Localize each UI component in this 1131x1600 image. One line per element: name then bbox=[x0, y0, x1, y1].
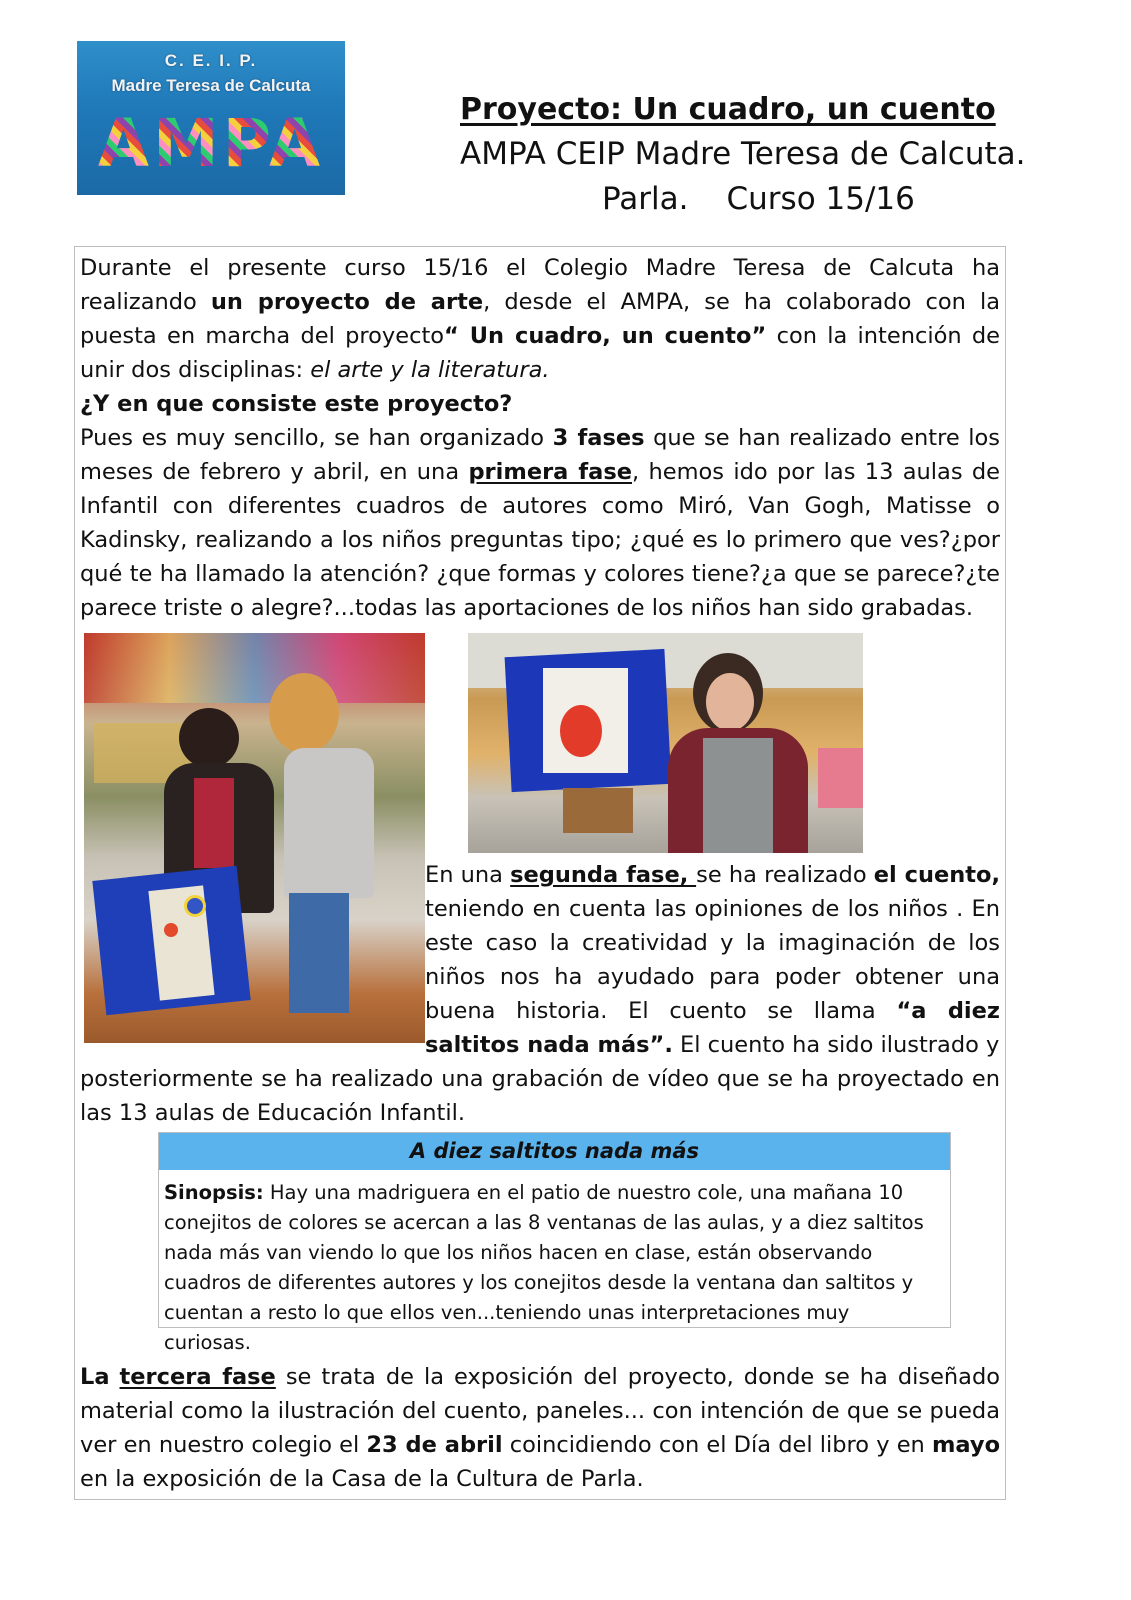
photo-classroom-miro bbox=[84, 633, 425, 1043]
synopsis-box bbox=[158, 1132, 951, 1354]
photo-teacher-miro bbox=[468, 633, 863, 853]
phase2-text-a: En una bbox=[425, 862, 511, 888]
page-title: Proyecto: Un cuadro, un cuento bbox=[460, 92, 996, 127]
phase2-text-c: se ha realizado bbox=[696, 862, 874, 888]
intro-text-a: Durante el presente curso 15/16 el Colegio Madre Teresa de Calcuta ha realizando bbox=[80, 255, 1000, 315]
synopsis-body bbox=[159, 1170, 950, 1358]
phase2-underlined-second-phase: segunda fase, bbox=[510, 862, 697, 888]
phase2-text-e: teniendo en cuenta las opiniones de los niños . En este caso la creatividad y la imaginación de los niños nos ha ayudado para poder obtener una buena historia. El cuento se llama bbox=[425, 896, 1000, 1024]
phase1-paragraph bbox=[80, 421, 1000, 625]
logo-school-type: C. E. I. P. bbox=[164, 51, 258, 70]
intro-text-e: con la intención de unir dos disciplinas: bbox=[80, 323, 1000, 383]
intro-bold-project: un proyecto de arte bbox=[210, 289, 484, 315]
synopsis-title: A diez saltitos nada más bbox=[159, 1133, 950, 1170]
phase3-text-e: coincidiendo con el Día del libro y en bbox=[502, 1432, 932, 1458]
phase3-underlined-third-phase: tercera fase bbox=[119, 1364, 276, 1390]
synopsis-text: Hay una madriguera en el patio de nuestro cole, una mañana 10 conejitos de colores se acercan a las 8 ventanas de las aulas, y a diez saltitos nada más van viendo lo que los niños hacen en clase, están observando cuadros de diferentes autores y los conejitos desde la ventana dan saltitos y cuentan a resto lo que ellos ven...teniendo unas interpretaciones muy curiosas. bbox=[164, 1181, 924, 1354]
header-city: Parla. bbox=[602, 181, 689, 217]
header-organization: AMPA CEIP Madre Teresa de Calcuta. bbox=[460, 136, 1026, 172]
phase1-bold-phases: 3 fases bbox=[552, 425, 645, 451]
logo-ampa-word: AMPA bbox=[77, 105, 345, 182]
question-heading bbox=[80, 387, 1000, 421]
phase1-underlined-first-phase: primera fase bbox=[468, 459, 633, 485]
phase3-bold-date: 23 de abril bbox=[366, 1432, 503, 1458]
phase3-paragraph bbox=[80, 1360, 1000, 1496]
question-text: ¿Y en que consiste este proyecto? bbox=[80, 391, 513, 417]
phase2-paragraph-top bbox=[425, 858, 1000, 1062]
logo-school-name: Madre Teresa de Calcuta bbox=[111, 76, 311, 95]
phase3-bold-month: mayo bbox=[931, 1432, 1001, 1458]
header-city-course bbox=[602, 181, 915, 217]
ampa-logo bbox=[77, 41, 345, 195]
phase3-text-g: en la exposición de la Casa de la Cultura de Parla. bbox=[80, 1466, 644, 1492]
intro-text-c: , desde el AMPA, se ha colaborado con la puesta en marcha del proyecto bbox=[80, 289, 1000, 349]
phase2-paragraph-bottom: posteriormente se ha realizado una grabación de vídeo que se ha proyectado en las 13 aulas de Educación Infantil. bbox=[80, 1066, 1000, 1126]
phase2-bold-story-title: “a diez saltitos nada más”. bbox=[425, 998, 1000, 1058]
phase1-text-c: que se han realizado entre los meses de febrero y abril, en una bbox=[80, 425, 1000, 485]
phase1-text-e: , hemos ido por las 13 aulas de Infantil con diferentes cuadros de autores como Miró, Van Gogh, Matisse o Kadinsky, realizando a los niños preguntas tipo; ¿qué es lo primero que ves?¿por qué te ha llamado la atención? ¿que formas y colores tiene?¿a que se parece?¿te parece triste o alegre?...todas las aportaciones de los niños han sido grabadas. bbox=[80, 459, 1001, 621]
phase2-bold-story: el cuento, bbox=[873, 862, 1001, 888]
synopsis-label: Sinopsis: bbox=[164, 1181, 264, 1204]
phase2-text-g: El cuento ha sido ilustrado y bbox=[672, 1032, 1000, 1058]
phase1-text-a: Pues es muy sencillo, se han organizado bbox=[80, 425, 553, 451]
intro-bold-title: “ Un cuadro, un cuento” bbox=[444, 323, 767, 349]
phase3-text-c: se trata de la exposición del proyecto, donde se ha diseñado material como la ilustración del cuento, paneles... con intención de que se pueda ver en nuestro colegio el bbox=[80, 1364, 1001, 1458]
intro-paragraph bbox=[80, 251, 1000, 387]
header-course: Curso 15/16 bbox=[726, 181, 915, 217]
phase3-text-a: La bbox=[80, 1364, 110, 1390]
intro-italic-disciplines: el arte y la literatura. bbox=[310, 357, 550, 383]
